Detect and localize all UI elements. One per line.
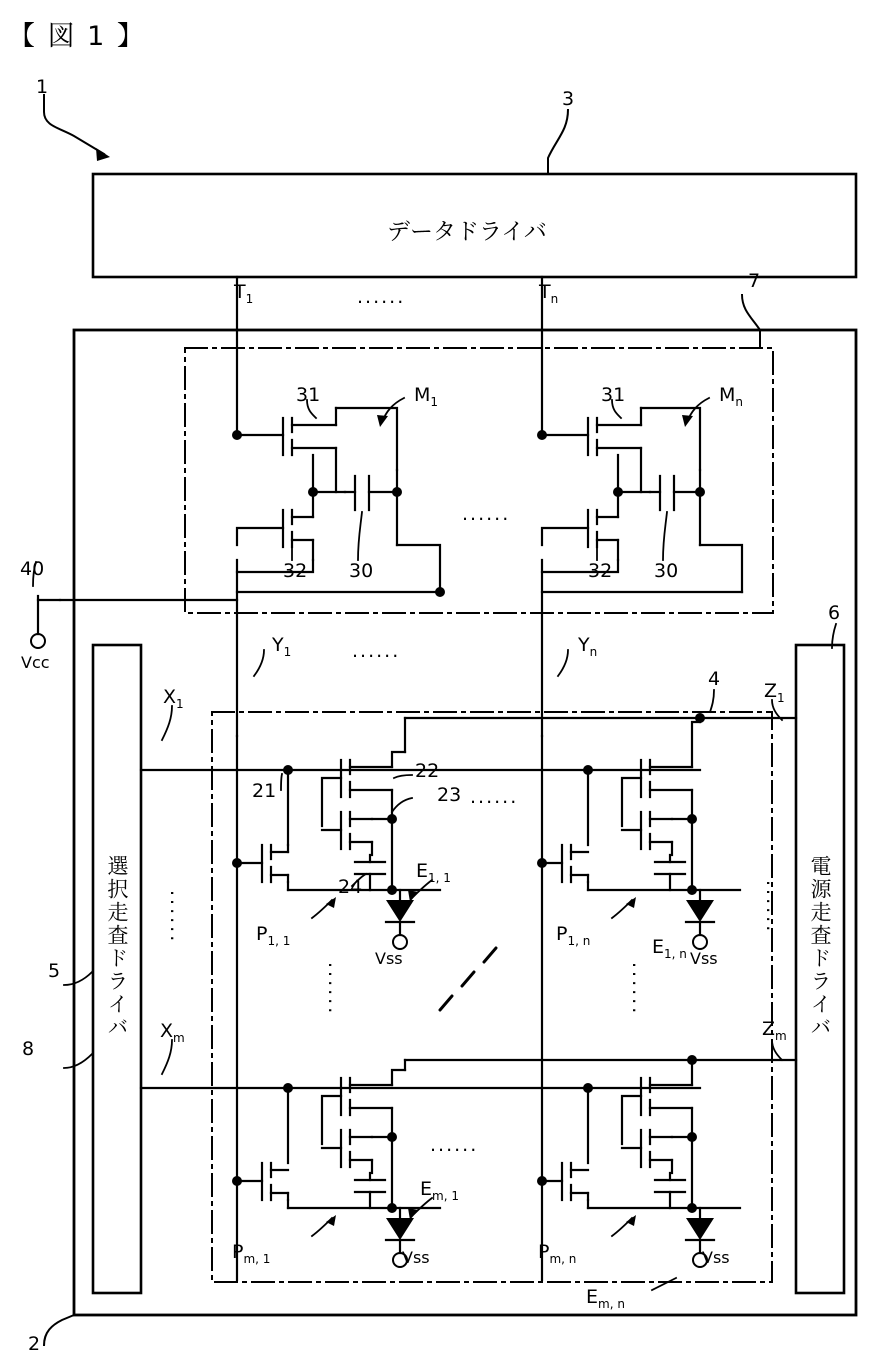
signal-Zm-base: Z <box>762 1018 776 1040</box>
select-scan-driver-label: 選択走査ドライバ <box>105 855 129 1039</box>
signal-Xm <box>160 1022 185 1044</box>
signal-Y1-sub: 1 <box>283 644 292 659</box>
pixel-P1-n-sub: 1, n <box>567 933 591 948</box>
ref-6: 6 <box>828 602 841 624</box>
signal-Vss-1: Vss <box>375 949 403 968</box>
signal-X1-base: X <box>163 686 177 708</box>
signal-Tn-sub: n <box>550 291 559 306</box>
power-scan-driver-label: 電源走査ドライバ <box>808 855 832 1039</box>
ref-1: 1 <box>36 76 49 98</box>
signal-Zm <box>762 1020 787 1042</box>
oled-Em-1-sub: m, 1 <box>432 1188 459 1203</box>
signal-Z1-base: Z <box>764 680 778 702</box>
pixel-Pm-n <box>538 1243 576 1265</box>
ellipsis-col2-vertical: ...... <box>628 962 650 1017</box>
pixel-Pm-1-sub: m, 1 <box>243 1251 271 1266</box>
ellipsis-e-row: ...... <box>470 786 519 808</box>
ref-23: 23 <box>437 784 462 806</box>
figure-label: 【 図 1 】 <box>8 21 146 52</box>
oled-E1-1 <box>416 862 451 884</box>
pixel-P1-n <box>556 925 590 947</box>
signal-Yn-sub: n <box>589 644 598 659</box>
signal-Yn <box>578 636 597 658</box>
signal-X1 <box>163 688 184 710</box>
oled-E1-n-base: E <box>652 936 665 958</box>
ref-40: 40 <box>20 558 45 580</box>
signal-Y1-base: Y <box>272 634 284 656</box>
signal-Vss-3: Vss <box>402 1248 430 1267</box>
ref-32-right: 32 <box>588 560 613 582</box>
signal-Vss-2: Vss <box>690 949 718 968</box>
ref-21: 21 <box>252 780 277 802</box>
oled-E1-n-sub: 1, n <box>664 946 687 961</box>
ref-30-right: 30 <box>654 560 679 582</box>
ref-7: 7 <box>748 270 761 292</box>
signal-T1-sub: 1 <box>245 291 254 306</box>
signal-Xm-sub: m <box>173 1030 185 1045</box>
pixel-Pm-1-base: P <box>232 1241 244 1263</box>
pixel-P1-1-base: P <box>256 923 268 945</box>
oled-Em-1-base: E <box>420 1178 433 1200</box>
signal-X1-sub: 1 <box>176 696 184 711</box>
signal-Yn-base: Y <box>578 634 590 656</box>
ref-30-left: 30 <box>349 560 374 582</box>
pixel-P1-n-base: P <box>556 923 568 945</box>
signal-M1-base: M <box>414 384 431 406</box>
ellipsis-y-row: ...... <box>352 640 401 662</box>
ref-2: 2 <box>28 1333 41 1355</box>
signal-T1 <box>234 283 253 305</box>
ref-5: 5 <box>48 960 61 982</box>
signal-Vss-4: Vss <box>702 1248 730 1267</box>
ref-24: 24 <box>338 876 363 898</box>
pixel-Pm-n-base: P <box>538 1241 550 1263</box>
ref-31-right: 31 <box>601 384 626 406</box>
pixel-P1-1 <box>256 925 290 947</box>
pixel-P1-1-sub: 1, 1 <box>267 933 291 948</box>
ref-22: 22 <box>415 760 440 782</box>
signal-Tn <box>539 283 558 305</box>
signal-Z1-sub: 1 <box>777 690 785 705</box>
oled-Em-n-sub: m, n <box>598 1296 625 1311</box>
ellipsis-right-vertical: ...... <box>762 880 784 935</box>
signal-M1-sub: 1 <box>430 394 439 409</box>
ellipsis-bottom-row: ...... <box>430 1134 479 1156</box>
oled-E1-1-base: E <box>416 860 429 882</box>
oled-E1-n <box>652 938 687 960</box>
signal-Mn-sub: n <box>735 394 744 409</box>
pixel-Pm-1 <box>232 1243 270 1265</box>
ref-4: 4 <box>708 668 721 690</box>
ellipsis-col1-vertical: ...... <box>324 962 346 1017</box>
ref-3: 3 <box>562 88 575 110</box>
signal-Tn-base: T <box>539 281 551 303</box>
signal-Zm-sub: m <box>775 1028 787 1043</box>
signal-Y1 <box>272 636 291 658</box>
oled-E1-1-sub: 1, 1 <box>428 870 451 885</box>
signal-Vcc: Vcc <box>21 653 50 672</box>
ellipsis-top-row: ...... <box>357 286 406 308</box>
ref-8: 8 <box>22 1038 35 1060</box>
ellipsis-mid-row: ...... <box>462 503 511 525</box>
ref-31-left: 31 <box>296 384 321 406</box>
oled-Em-n-base: E <box>586 1286 599 1308</box>
signal-T1-base: T <box>234 281 246 303</box>
oled-Em-1 <box>420 1180 459 1202</box>
signal-Mn-base: M <box>719 384 736 406</box>
signal-Mn <box>719 386 743 408</box>
ref-32-left: 32 <box>283 560 308 582</box>
oled-Em-n <box>586 1288 625 1310</box>
ellipsis-left-vertical: ...... <box>166 890 188 945</box>
signal-Xm-base: X <box>160 1020 174 1042</box>
data-driver-label: データドライバ <box>387 219 547 245</box>
signal-M1 <box>414 386 438 408</box>
pixel-Pm-n-sub: m, n <box>549 1251 577 1266</box>
signal-Z1 <box>764 682 785 704</box>
